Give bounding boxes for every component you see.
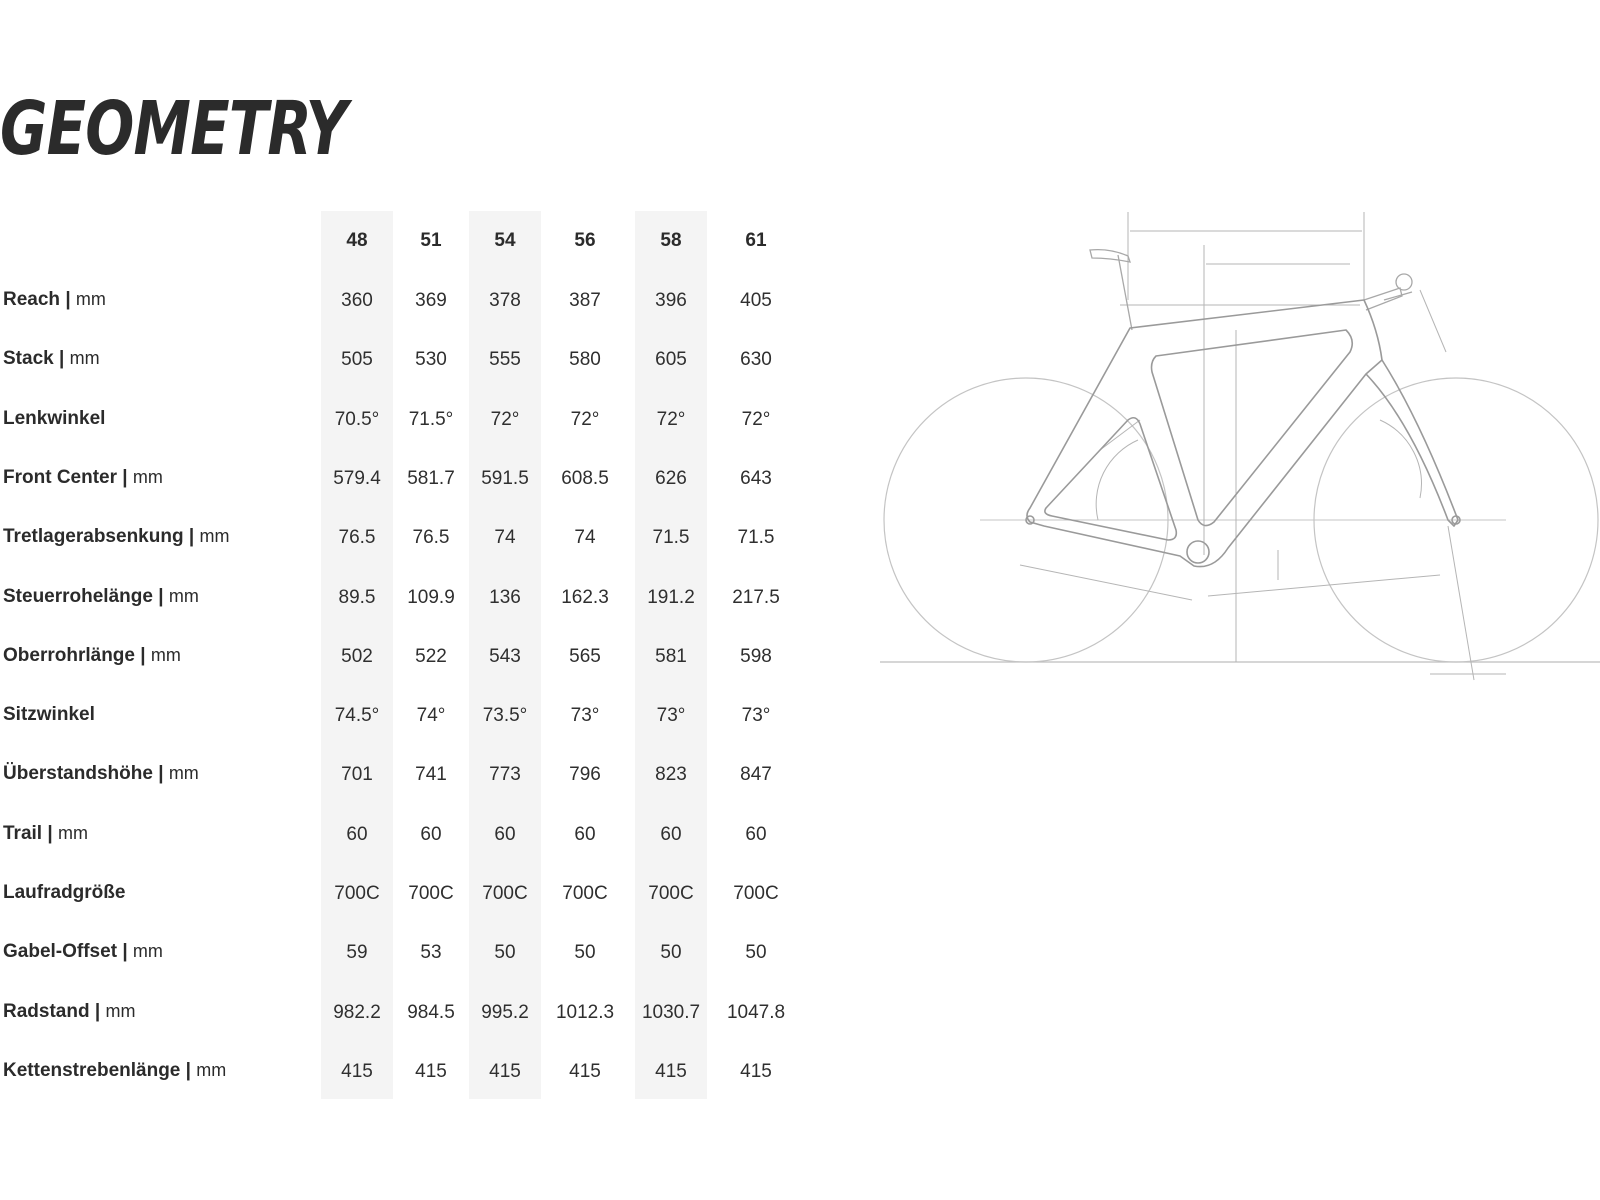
table-cell: 505 [341, 349, 373, 371]
table-cell: 74 [574, 527, 596, 549]
table-cell: 71.5° [408, 408, 454, 430]
table-cell: 995.2 [481, 1001, 529, 1023]
row-label [3, 289, 106, 311]
row-unit: mm [132, 466, 163, 487]
table-cell: 581.7 [407, 467, 455, 489]
table-cell: 591.5 [481, 467, 529, 489]
row-label [3, 941, 163, 963]
row-label-name: Front Center [3, 466, 117, 488]
unit-separator: | [122, 941, 128, 963]
table-cell: 700C [562, 883, 608, 904]
size-header: 51 [420, 230, 442, 251]
unit-separator: | [65, 289, 71, 310]
table-cell: 1012.3 [555, 1001, 615, 1023]
table-cell: 72° [570, 408, 600, 430]
table-cell: 415 [655, 1060, 687, 1082]
table-row [0, 878, 820, 908]
row-label-name: Trail [3, 822, 43, 844]
table-cell: 369 [415, 290, 447, 311]
table-cell: 378 [489, 290, 521, 311]
row-unit: mm [132, 941, 163, 962]
table-cell: 984.5 [407, 1001, 455, 1023]
table-cell: 701 [341, 764, 373, 786]
table-cell: 60 [660, 823, 682, 845]
row-label-name: Überstandshöhe [3, 763, 153, 785]
size-header: 48 [346, 230, 368, 251]
table-cell: 74° [416, 705, 446, 727]
row-label-name: Kettenstrebenlänge [3, 1059, 181, 1081]
row-label-name: Stack [3, 348, 54, 370]
table-cell: 60 [420, 823, 442, 845]
table-cell: 741 [415, 764, 447, 786]
table-row [0, 522, 820, 552]
table-cell: 109.9 [407, 586, 455, 608]
table-cell: 580 [569, 349, 601, 371]
table-cell: 555 [489, 349, 521, 371]
row-label [3, 526, 229, 548]
table-cell: 71.5 [652, 527, 690, 549]
table-cell: 60 [745, 823, 767, 845]
table-cell: 982.2 [333, 1001, 381, 1023]
row-label [3, 704, 95, 726]
table-row [0, 285, 820, 315]
row-unit: mm [105, 1000, 136, 1021]
table-row [0, 404, 820, 434]
unit-separator: | [47, 822, 53, 844]
table-cell: 1030.7 [641, 1001, 701, 1023]
row-unit: mm [75, 289, 106, 309]
table-cell: 700C [334, 883, 380, 904]
table-cell: 136 [489, 586, 521, 608]
stem-handlebar [1364, 274, 1412, 310]
row-label-name: Reach [3, 289, 61, 310]
table-cell: 415 [569, 1060, 601, 1082]
size-header: 54 [494, 230, 516, 251]
row-label [3, 1001, 135, 1023]
table-cell: 71.5 [737, 527, 775, 549]
table-cell: 579.4 [333, 467, 381, 489]
table-cell: 796 [569, 764, 601, 786]
row-label [3, 882, 125, 904]
table-cell: 543 [489, 645, 521, 667]
table-row [0, 463, 820, 493]
table-cell: 415 [740, 1060, 772, 1082]
table-cell: 74 [494, 527, 516, 549]
table-cell: 626 [655, 467, 687, 489]
table-row [0, 344, 820, 374]
table-cell: 50 [494, 942, 516, 964]
table-cell: 823 [655, 764, 687, 786]
table-cell: 60 [574, 823, 596, 845]
unit-separator: | [185, 1059, 191, 1081]
row-label [3, 1060, 226, 1082]
row-label [3, 823, 88, 845]
row-label-name: Gabel-Offset [3, 941, 118, 963]
table-cell: 847 [740, 764, 772, 786]
page-title: GEOMETRY [0, 86, 347, 172]
size-header: 56 [574, 230, 596, 251]
table-cell: 522 [415, 645, 447, 667]
row-label [3, 348, 100, 370]
table-cell: 162.3 [561, 586, 609, 608]
row-unit: mm [199, 526, 230, 547]
table-cell: 605 [655, 349, 687, 371]
table-cell: 72° [490, 408, 520, 430]
table-cell: 1047.8 [726, 1001, 786, 1023]
table-cell: 73.5° [482, 705, 528, 727]
table-cell: 700C [482, 883, 528, 904]
table-row [0, 759, 820, 789]
bike-geometry-diagram [880, 205, 1600, 690]
unit-separator: | [58, 348, 65, 370]
table-cell: 700C [408, 883, 454, 904]
row-label [3, 467, 163, 489]
table-cell: 73° [570, 705, 600, 727]
row-label-name: Steuerrohelänge [3, 585, 153, 607]
row-unit: mm [57, 822, 88, 843]
dimension-lines [1020, 212, 1506, 680]
table-cell: 191.2 [647, 586, 695, 608]
unit-separator: | [158, 763, 164, 785]
unit-separator: | [140, 644, 146, 666]
table-cell: 502 [341, 645, 373, 667]
row-label-name: Laufradgröße [3, 882, 126, 903]
table-cell: 581 [655, 645, 687, 667]
bike-frame [1026, 300, 1460, 567]
row-label-name: Sitzwinkel [3, 704, 95, 726]
table-cell: 60 [494, 823, 516, 845]
table-cell: 76.5 [412, 527, 450, 549]
table-row [0, 641, 820, 671]
table-cell: 59 [346, 942, 368, 964]
table-cell: 50 [574, 942, 596, 964]
seatpost-saddle [1090, 250, 1132, 330]
table-cell: 608.5 [561, 467, 609, 489]
row-label [3, 586, 199, 608]
row-label-name: Radstand [3, 1000, 90, 1022]
table-row [0, 937, 820, 967]
table-row [0, 997, 820, 1027]
table-cell: 630 [740, 349, 772, 371]
row-unit: mm [168, 763, 199, 784]
table-cell: 50 [745, 942, 767, 964]
table-row [0, 819, 820, 849]
table-cell: 405 [740, 290, 772, 311]
row-label-name: Tretlagerabsenkung [3, 526, 184, 548]
row-label [3, 763, 199, 785]
table-cell: 700C [733, 883, 779, 904]
table-row [0, 582, 820, 612]
table-cell: 72° [656, 408, 686, 430]
table-cell: 598 [740, 645, 772, 667]
unit-separator: | [158, 585, 164, 607]
row-label-name: Lenkwinkel [3, 407, 106, 429]
table-cell: 773 [489, 764, 521, 786]
table-row [0, 1056, 820, 1086]
row-unit: mm [69, 348, 100, 369]
table-cell: 415 [489, 1060, 521, 1082]
row-label [3, 645, 181, 667]
table-cell: 360 [341, 290, 373, 311]
table-cell: 530 [415, 349, 447, 371]
unit-separator: | [122, 466, 128, 488]
row-unit: mm [196, 1059, 227, 1080]
row-label [3, 408, 105, 430]
unit-separator: | [188, 526, 195, 548]
table-cell: 217.5 [732, 586, 780, 608]
table-cell: 50 [660, 942, 682, 964]
row-unit: mm [168, 585, 199, 606]
table-cell: 387 [569, 290, 601, 311]
table-cell: 74.5° [334, 705, 380, 727]
size-header: 61 [745, 230, 767, 251]
table-cell: 73° [656, 705, 686, 727]
table-cell: 76.5 [338, 527, 376, 549]
row-label-name: Oberrohrlänge [3, 644, 135, 666]
table-cell: 565 [569, 645, 601, 667]
table-cell: 70.5° [334, 408, 380, 430]
table-cell: 89.5 [338, 586, 376, 608]
table-cell: 72° [741, 408, 771, 430]
table-cell: 53 [420, 942, 442, 964]
table-cell: 415 [415, 1060, 447, 1082]
table-cell: 73° [741, 705, 771, 727]
table-cell: 643 [740, 467, 772, 489]
table-cell: 415 [341, 1060, 373, 1082]
table-cell: 60 [346, 823, 368, 845]
table-cell: 396 [655, 290, 687, 311]
table-cell: 700C [648, 883, 694, 904]
table-row [0, 700, 820, 730]
unit-separator: | [94, 1000, 101, 1022]
row-unit: mm [150, 644, 181, 665]
size-header: 58 [660, 230, 682, 251]
